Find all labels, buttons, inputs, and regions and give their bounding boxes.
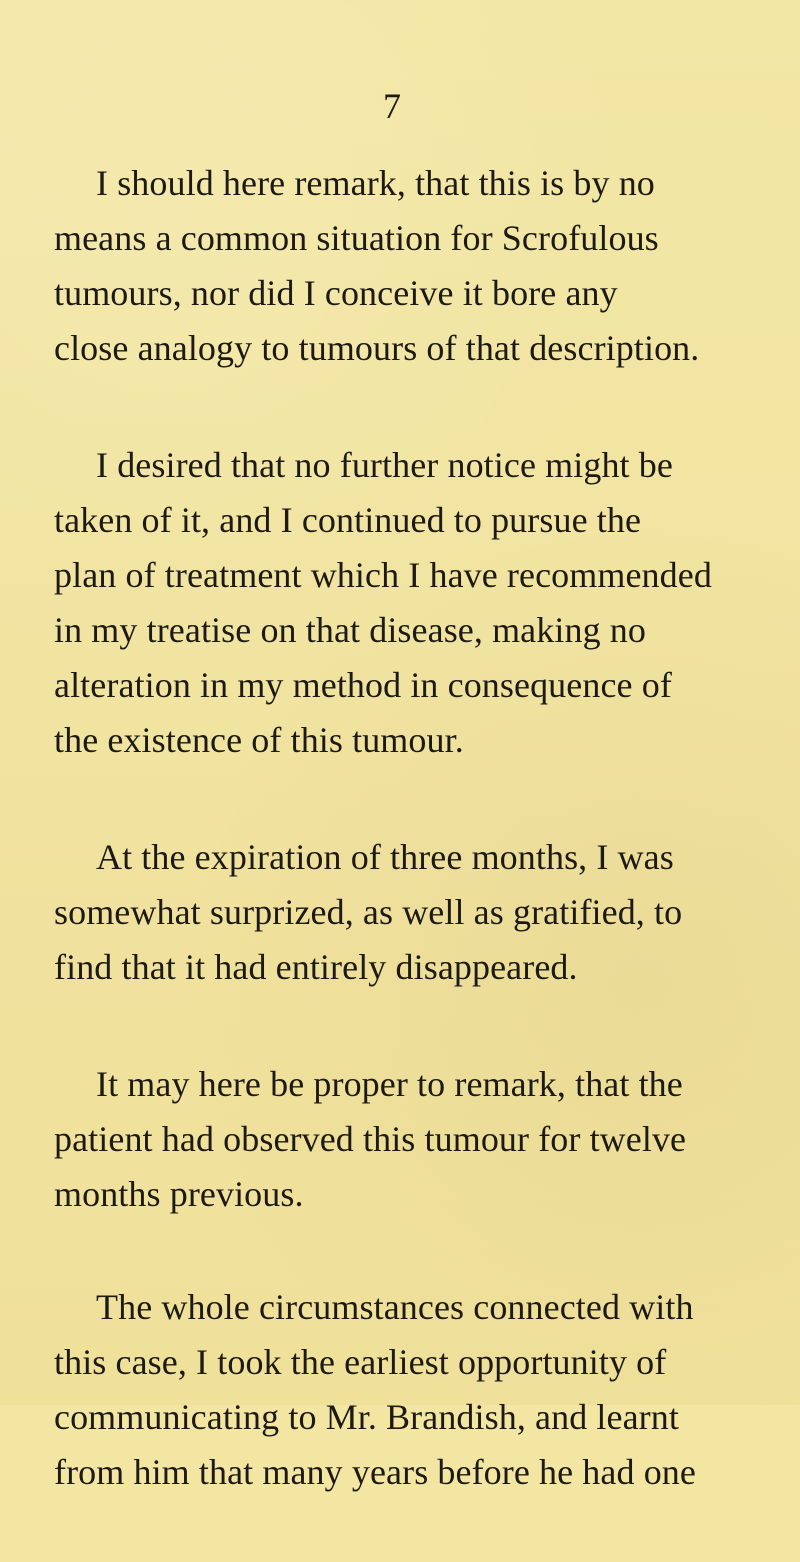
paragraph-3 xyxy=(54,830,734,995)
text-line: the existence of this tumour. xyxy=(54,720,464,760)
paragraph-4 xyxy=(54,1057,734,1222)
text-line: months previous. xyxy=(54,1174,304,1214)
page-number: 7 xyxy=(383,86,401,126)
text-line: close analogy to tumours of that description. xyxy=(54,328,700,368)
paragraph-5 xyxy=(54,1280,734,1500)
text-line: this case, I took the earliest opportunity of xyxy=(54,1342,667,1382)
text-line: from him that many years before he had one xyxy=(54,1452,696,1492)
text-line: in my treatise on that disease, making no xyxy=(54,610,646,650)
text-line: patient had observed this tumour for twelve xyxy=(54,1119,687,1159)
text-line: somewhat surprized, as well as gratified, to xyxy=(54,892,683,932)
text-line: means a common situation for Scrofulous xyxy=(54,218,659,258)
body-text xyxy=(54,156,734,1562)
text-line: It may here be proper to remark, that the xyxy=(96,1064,683,1104)
text-line: alteration in my method in consequence of xyxy=(54,665,672,705)
text-line: The whole circumstances connected with xyxy=(96,1287,694,1327)
text-line: plan of treatment which I have recommended xyxy=(54,555,712,595)
text-line: tumours, nor did I conceive it bore any xyxy=(54,273,618,313)
text-line: find that it had entirely disappeared. xyxy=(54,947,578,987)
text-line: taken of it, and I continued to pursue the xyxy=(54,500,642,540)
text-line: I desired that no further notice might be xyxy=(96,445,673,485)
paragraph-2 xyxy=(54,438,734,768)
paragraph-1 xyxy=(54,156,734,376)
text-line: communicating to Mr. Brandish, and learnt xyxy=(54,1397,679,1437)
text-line: At the expiration of three months, I was xyxy=(96,837,674,877)
text-line: I should here remark, that this is by no xyxy=(96,163,655,203)
